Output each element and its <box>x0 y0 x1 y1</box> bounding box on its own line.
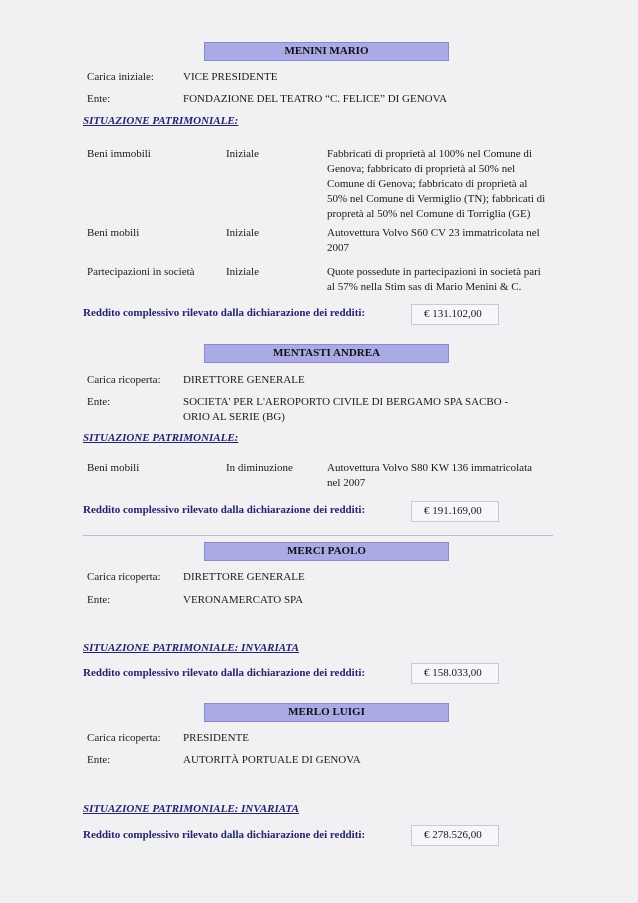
section-heading: SITUAZIONE PATRIMONIALE: <box>83 115 239 127</box>
ente-value <box>183 395 563 425</box>
asset-description-line: Quote possedute in partecipazioni in società pari <box>327 266 541 278</box>
asset-type: Beni immobili <box>87 148 151 160</box>
reddito-value: € 158.033,00 <box>411 663 499 684</box>
asset-description <box>327 226 567 256</box>
asset-description-line: Fabbricati di proprietà al 100% nel Comune di <box>327 148 532 160</box>
reddito-label: Reddito complessivo rilevato dalla dichiarazione dei redditi: <box>83 667 366 679</box>
asset-description <box>327 461 567 491</box>
reddito-label: Reddito complessivo rilevato dalla dichiarazione dei redditi: <box>83 307 366 319</box>
reddito-value: € 191.169,00 <box>411 501 499 522</box>
asset-status: Iniziale <box>226 266 259 278</box>
asset-description-line: propretà al 50% nel Comune di Torriglia (GE) <box>327 208 531 220</box>
person-name-bar: MENINI MARIO <box>204 42 449 61</box>
asset-description-line: Autovettura Volvo S60 CV 23 immatricolata nel <box>327 227 540 239</box>
ente-value: FONDAZIONE DEL TEATRO “C. FELICE” DI GENOVA <box>183 93 448 105</box>
reddito-label: Reddito complessivo rilevato dalla dichiarazione dei redditi: <box>83 829 366 841</box>
ente-label: Ente: <box>87 754 111 766</box>
person-name-bar: MERCI PAOLO <box>204 542 449 561</box>
ente-label: Ente: <box>87 396 111 408</box>
person-name-bar: MENTASTI ANDREA <box>204 344 449 363</box>
section-heading: SITUAZIONE PATRIMONIALE: INVARIATA <box>83 803 299 815</box>
carica-label: Carica ricoperta: <box>87 374 161 386</box>
carica-label: Carica ricoperta: <box>87 571 161 583</box>
asset-status: Iniziale <box>226 227 259 239</box>
asset-type: Beni mobili <box>87 462 140 474</box>
separator-line <box>83 535 553 536</box>
carica-label: Carica ricoperta: <box>87 732 161 744</box>
reddito-value: € 131.102,00 <box>411 304 499 325</box>
section-heading: SITUAZIONE PATRIMONIALE: INVARIATA <box>83 642 299 654</box>
section-heading: SITUAZIONE PATRIMONIALE: <box>83 432 239 444</box>
reddito-label: Reddito complessivo rilevato dalla dichiarazione dei redditi: <box>83 504 366 516</box>
asset-description-line: Comune di Genova; fabbricato di proprietà al <box>327 178 528 190</box>
asset-description-line: al 57% nella Stim sas di Mario Menini & C. <box>327 281 522 293</box>
asset-status: In diminuzione <box>226 462 293 474</box>
ente-value: AUTORITÀ PORTUALE DI GENOVA <box>183 754 361 766</box>
asset-description <box>327 147 567 222</box>
ente-label: Ente: <box>87 594 111 606</box>
person-name-bar: MERLO LUIGI <box>204 703 449 722</box>
asset-description-line: nel 2007 <box>327 477 366 489</box>
asset-description <box>327 265 567 295</box>
carica-value: VICE PRESIDENTE <box>183 71 278 83</box>
asset-description-line: 50% nel Comune di Vermiglio (TN); fabbricati di <box>327 193 546 205</box>
reddito-value: € 278.526,00 <box>411 825 499 846</box>
ente-value-line: SOCIETA' PER L'AEROPORTO CIVILE DI BERGAMO SPA SACBO - <box>183 396 509 408</box>
ente-label: Ente: <box>87 93 111 105</box>
asset-description-line: 2007 <box>327 242 349 254</box>
asset-type: Beni mobili <box>87 227 140 239</box>
asset-description-line: Autovettura Volvo S80 KW 136 immatricolata <box>327 462 533 474</box>
asset-description-line: Genova; fabbricato di proprietà al 50% nel <box>327 163 516 175</box>
ente-value: VERONAMERCATO SPA <box>183 594 304 606</box>
carica-value: DIRETTORE GENERALE <box>183 374 305 386</box>
carica-label: Carica iniziale: <box>87 71 154 83</box>
asset-status: Iniziale <box>226 148 259 160</box>
ente-value-line: ORIO AL SERIE (BG) <box>183 411 285 423</box>
carica-value: PRESIDENTE <box>183 732 249 744</box>
asset-type: Partecipazioni in società <box>87 266 195 278</box>
carica-value: DIRETTORE GENERALE <box>183 571 305 583</box>
